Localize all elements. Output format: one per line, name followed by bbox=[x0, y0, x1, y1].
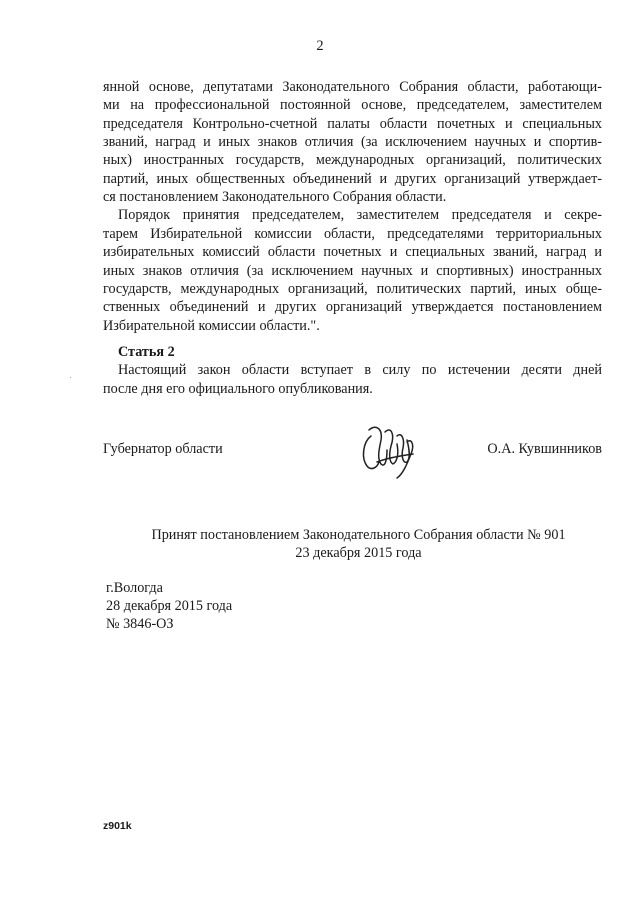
law-number: № 3846-ОЗ bbox=[106, 616, 174, 632]
paragraph-2-line: Порядок принятия председателем, заместителем председателя и секре- bbox=[118, 207, 602, 223]
handwritten-signature bbox=[357, 418, 419, 482]
adoption-date: 23 декабря 2015 года bbox=[295, 545, 422, 561]
law-date: 28 декабря 2015 года bbox=[106, 598, 233, 614]
paragraph-1-line: ся постановлением Законодательного Собрания области. bbox=[103, 189, 447, 205]
paragraph-1-line: партий, иных общественных объединений и других организаций утверждает- bbox=[103, 171, 602, 187]
paragraph-2-line: Избирательной комиссии области.". bbox=[103, 318, 320, 334]
paragraph-1-line: ных) иностранных государств, международных организаций, политических bbox=[103, 152, 602, 168]
adoption-line-1: Принят постановлением Законодательного Собрания области № 901 bbox=[151, 527, 566, 543]
article-2-line: Настоящий закон области вступает в силу по истечении десяти дней bbox=[118, 362, 602, 378]
paragraph-2-line: ственных объединений и других организаций утверждается постановлением bbox=[103, 299, 602, 315]
paragraph-2-line: избирательных комиссий области почетных и специальных званий, наград и bbox=[103, 244, 602, 260]
page-number: 2 bbox=[316, 38, 324, 54]
article-2-heading: Статья 2 bbox=[118, 344, 175, 360]
paragraph-1-line: председателя Контрольно-счетной палаты области почетных и специальных bbox=[103, 116, 602, 132]
paragraph-2-line: государств, международных организаций, политических партий, иных обще- bbox=[103, 281, 602, 297]
paragraph-1-line: ми на профессиональной постоянной основе, председателем, заместителем bbox=[103, 97, 602, 113]
signatory-name: О.А. Кувшинников bbox=[487, 441, 602, 457]
scan-speck bbox=[70, 377, 71, 378]
signatory-position: Губернатор области bbox=[103, 441, 223, 457]
place: г.Вологда bbox=[106, 580, 163, 596]
paragraph-1-line: янной основе, депутатами Законодательного Собрания области, работающи- bbox=[103, 79, 602, 95]
paragraph-2-line: иных знаков отличия (за исключением научных и спортивных) иностранных bbox=[103, 263, 602, 279]
document-code: z901k bbox=[103, 820, 132, 832]
paragraph-2-line: тарем Избирательной комиссии области, председателями территориальных bbox=[103, 226, 602, 242]
article-2-line: после дня его официального опубликования. bbox=[103, 381, 373, 397]
paragraph-1-line: званий, наград и иных знаков отличия (за исключением научных и спортив- bbox=[103, 134, 602, 150]
